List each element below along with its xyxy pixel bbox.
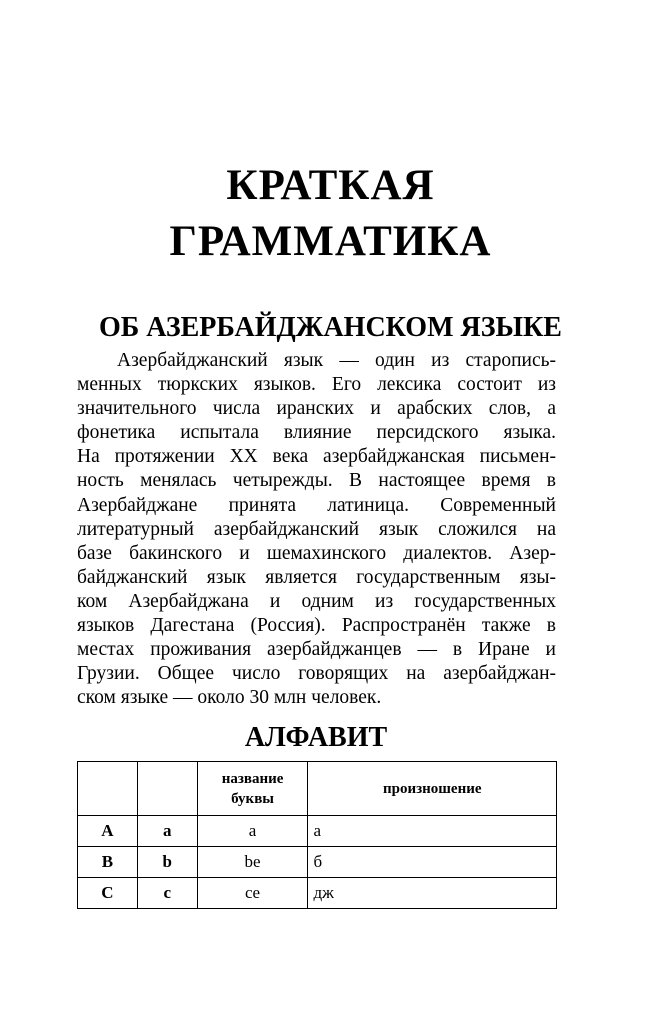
alphabet-table [77, 761, 557, 909]
uppercase-letter: C [78, 878, 138, 909]
lowercase-letter: a [137, 816, 197, 847]
paragraph-line: Грузии. Общее число говорящих на азербайджан- [77, 663, 556, 685]
uppercase-letter: B [78, 847, 138, 878]
alphabet-heading: АЛФАВИТ [244, 722, 388, 753]
table-row [78, 816, 557, 847]
letter-name: be [197, 847, 308, 878]
paragraph-line: менных тюркских языков. Его лексика состоит из [77, 374, 556, 396]
section-paragraph [77, 349, 556, 710]
alphabet-header-row [78, 762, 557, 816]
lowercase-letter: b [137, 847, 197, 878]
header-lowercase [137, 762, 197, 816]
letter-pronunciation: б [308, 847, 557, 878]
paragraph-line: фонетика испытала влияние персидского языка. [77, 422, 556, 444]
paragraph-line: ность менялась четырежды. В настоящее время в [77, 470, 556, 492]
paragraph-line: базе бакинского и шемахинского диалектов. Азер- [77, 542, 556, 564]
page-title-line-1: КРАТКАЯ [226, 162, 435, 209]
paragraph-line: местах проживания азербайджанцев — в Иране и [77, 639, 556, 661]
paragraph-line: значительного числа иранских и арабских слов, а [77, 398, 556, 420]
paragraph-line: ском языке — около 30 млн человек. [77, 687, 382, 709]
uppercase-letter: A [78, 816, 138, 847]
paragraph-line: литературный азербайджанский язык сложился на [77, 518, 556, 540]
paragraph-line: На протяжении XX века азербайджанская письмен- [77, 446, 556, 468]
paragraph-line: ком Азербайджана и одним из государственных [77, 590, 556, 612]
header-letter-name-line-1: название [221, 770, 284, 787]
page-title [0, 158, 661, 270]
paragraph-line: языков Дагестана (Россия). Распространён также в [77, 615, 556, 637]
letter-pronunciation: а [308, 816, 557, 847]
letter-name: a [197, 816, 308, 847]
header-letter-name-line-2: буквы [231, 790, 275, 807]
page-title-line-2: ГРАММАТИКА [169, 218, 492, 265]
paragraph-line: Азербайджане принята латиница. Современный [77, 494, 556, 516]
header-letter-name [197, 762, 308, 816]
table-row [78, 878, 557, 909]
lowercase-letter: c [137, 878, 197, 909]
letter-name: ce [197, 878, 308, 909]
paragraph-line: Азербайджанский язык — один из старопись- [117, 350, 556, 371]
header-uppercase [78, 762, 138, 816]
paragraph-line: байджанский язык является государственным язы- [77, 566, 556, 588]
header-pronunciation: произношение [308, 762, 557, 816]
section-heading: ОБ АЗЕРБАЙДЖАНСКОМ ЯЗЫКЕ [99, 312, 562, 343]
table-row [78, 847, 557, 878]
letter-pronunciation: дж [308, 878, 557, 909]
